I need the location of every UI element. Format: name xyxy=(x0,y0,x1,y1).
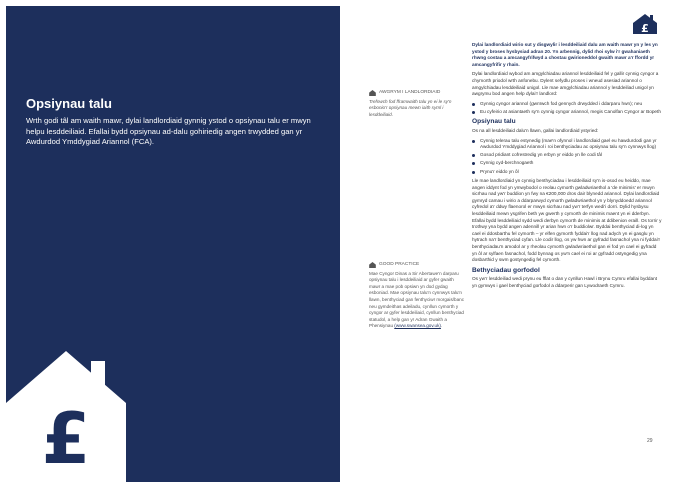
sidebar-note-label: GOOD PRACTICE xyxy=(379,262,420,267)
list-item: Gynnig cyngor ariannol (gwnïwch fod gennych drwydded i ddarparu hwn); neu xyxy=(472,101,662,108)
sidebar-note-good-practice xyxy=(369,262,466,330)
left-panel-body: Wrth godi tâl am waith mawr, dylai landlordiaid gynnig ystod o opsiynau talu er mwyn helpu lesddeiliaid. Efallai bydd opsiynau ad-dalu gohiriedig angen trwydded gan yr Awdurdod Ymddygiad Ariannol (FCA). xyxy=(26,116,311,146)
paragraph: Lle mae landlordiaid yn cynnig benthyciadau i lesddeiliaid sy'n is-osod eu heiddo, mae angen iddynt fod yn ymwybodol o reolau cymorth gwladwriaethol a 'de minimis' er mwyn sicrhau nad yw'r buddion yn fwy na €200,000 dros dair blynedd ariannol. Dylai landlordiaid gymryd camau i wirio a ddarparwyd cymorth gwladwriaethol yn y blynyddoedd ariannol cyfredol a'r ddwy flaenorol er mwyn sicrhau nad yw'r terfyn wedi'i dorri. Dylid hysbysu lesddeiliaid mewn ysgrifen beth yw gwerth y cymorth de minimis maent yn ei dderbyn. Efallai bydd lesddeiliaid sydd wedi derbyn cymorth de minimis at ddibenion eraill. Os torrir y trothwy yna bydd angen adennill yr arian hwn o'r buddiolwr. Byddai benthyciad di-log yn cael ei ddosbarthu fel cymorth – yr elfen gymorth fyddai'r llog nad adych yn ei gasglu yn hytrach na'r benthyciad cyfan. Lle codir llog, os yw hwn ar gyfradd fasnachol yna ni fyddai'r benthyciadau'n amodol ar y rheolau cymorth gwladwriaethol gan ei fod yn cael ei gyfradd yn ôl ar sylfaen fasnachol, fodd bynnag os yw'n cael ei roi ar gyfradd ostyngedig yna dosbarthid y swm gostyngedig fel cymorth. xyxy=(472,178,662,263)
svg-text:£: £ xyxy=(641,22,649,34)
list-item: Cynnig telerau talu estynedig (mae'n ofynnol i landlordiaid gael eu hawdurdodi gan yr Awdurdod Ymddygiad Ariannol i roi benthyciadau ac opsiynau talu sy'n cynnwys llog) xyxy=(472,138,662,151)
intro-paragraph: Dylai landlordiaid wirio sut y disgwylir i lesddeiliaid dalu am waith mawr yn y les yn ystod y broses hysbysiad adran 20. Yn arbennig, dylid rhoi sylw i'r gwahaniaeth rhwng costau a amcangyfrifwyd a chostau gwirioneddol gwaith mawr a'r ffordd yr amcangyfrifir y rhain. xyxy=(472,42,658,67)
left-panel xyxy=(6,6,340,482)
swansea-link[interactable]: (www.swansea.gov.uk) xyxy=(394,323,441,329)
section-heading: Opsiynau talu xyxy=(472,118,516,126)
page-number: 29 xyxy=(647,438,653,444)
left-panel-title: Opsiynau talu xyxy=(26,96,112,111)
list-item: Prynu'r eiddo yn ôl xyxy=(472,169,662,176)
good-practice-text: Mae Cyngor Dinas a Sir Abertawe'n darparu opsiynau talu i lesddeiliaid ar gyfer gwaith mawr a mae pob opsiwn yn dod gydag esboniad. Mae opsiynau talu'n cynnwys talu'n llawn, benthyciad gan fenthyciwr morgais/banc neu gymdeithas adeiladu, cynllun cymorth y cyngor ar gyfer lesddeiliaid, cynllun benthyciad statudol, a help gan yr Adran Gwaith a Phensiynau xyxy=(369,270,464,329)
list-item: Eu cyfeirio at asiantaeth sy'n cynnig cyngor ariannol, megis Canolfan Cyngor ar Bopeth xyxy=(472,109,662,116)
svg-text:£: £ xyxy=(41,398,91,480)
good-practice-end: . xyxy=(440,323,443,329)
house-pound-icon xyxy=(369,262,376,268)
house-pound-icon xyxy=(633,14,657,34)
bullet-list xyxy=(472,138,662,175)
sidebar-note-tip xyxy=(369,90,466,118)
sidebar-note-header xyxy=(369,262,466,269)
sidebar-note-text: Trefnwch fod fframwaith talu yn ei le sy'n esbonio'r opsiynau mewn iaith syml i lesddeiliaid. xyxy=(369,98,452,117)
sidebar-note-label: AWGRYM I LANDLORDIAID xyxy=(379,90,441,95)
main-column xyxy=(472,42,662,293)
sidebar-note-text xyxy=(369,271,466,330)
section-heading: Bethyciadau gorfodol xyxy=(472,266,540,274)
paragraph: Dylai landlordiaid wybod am amgylchiadau ariannol lesddeiliaid fel y gallir cynnig cyngor a chymorth priodol wrth anfonebu. Dylent sefydlu proses i wneud asesiad ariannol o amgylchiadau lesddeiliaid unigol. Lle mae amgylchiadau ariannol y lesddeiliad unigol yn awgrymu bod angen help dylai'r landlord: xyxy=(472,71,659,97)
list-item: Cynnig cyd-berchnogaeth xyxy=(472,160,662,167)
bullet-list xyxy=(472,101,662,116)
sidebar-note-header xyxy=(369,90,466,97)
house-pound-icon xyxy=(369,90,376,96)
house-pound-icon xyxy=(6,351,126,482)
list-item: Gosod pridiant cofrestredig yn erbyn yr eiddo yn lle codi tâl xyxy=(472,152,662,159)
paragraph: Os yw'r lesddeiliad wedi prynu eu fflat o dan y cynllun Hawl i Brynu Cymru efallai byddant yn gymwys i gael benthyciad gorfodol a ddarperir gan Lywodraeth Cymru. xyxy=(472,276,658,288)
paragraph: Os na all lesddeiliaid dalu'n llawn, gallai landlordiaid ystyried: xyxy=(472,128,599,134)
